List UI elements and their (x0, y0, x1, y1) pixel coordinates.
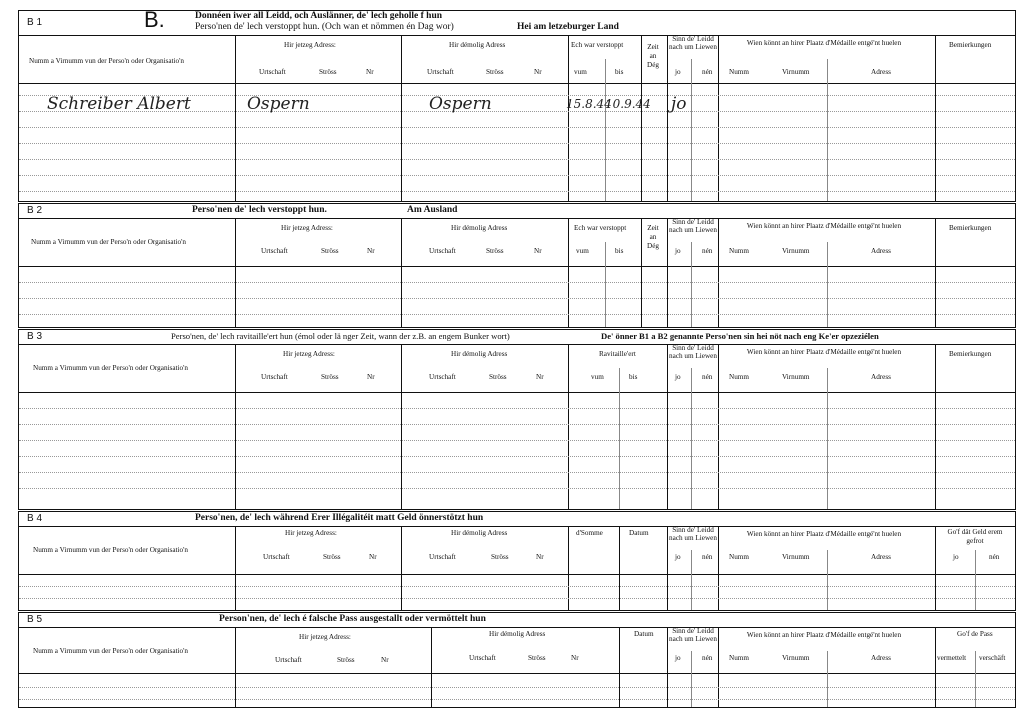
hdr-alive: Sinn de' Leidd nach um Liewen (669, 218, 717, 234)
hdr-alive: Sinn de' Leidd nach um Liewen (669, 35, 717, 51)
hdr-no: nén (702, 553, 713, 561)
section-title-extra: Am Ausland (407, 205, 458, 215)
hdr-name: Numm a Virnumm vun der Perso'n oder Organisatio'n (33, 546, 189, 554)
grid-lines (19, 526, 1015, 610)
section-title-line2: Perso'nen de' lech verstoppt hun. (Och wan et nömmen én Dag wor) (195, 22, 454, 32)
section-code: B 4 (27, 513, 43, 524)
hdr-medal-address: Adress (871, 373, 891, 381)
hdr-yes: jo (675, 68, 681, 76)
hdr-current-nr: Nr (366, 68, 374, 76)
hdr-medal-name: Numm (729, 553, 749, 561)
hdr-current-address: Hir jetzeg Adress: (285, 529, 337, 537)
entry-alive: jo (671, 94, 687, 114)
hdr-current-address: Hir jetzeg Adress: (284, 41, 336, 49)
section-title: Person'nen, de' lech é falsche Pass ausgestallt oder vermöttelt hun (219, 614, 486, 624)
hdr-former-nr: Nr (536, 553, 544, 561)
hdr-no: nén (702, 654, 713, 662)
hdr-alive: Sinn de' Leidd nach um Liewen (669, 526, 717, 542)
hdr-former-street: Ströss (486, 68, 504, 76)
hdr-name: Numm a Virnumm vun der Perso'n oder Organisatio'n (33, 647, 189, 655)
hdr-former-nr: Nr (536, 373, 544, 381)
hdr-medal: Wien könnt an hirer Plaatz d'Médaille entgé'nt huelen (746, 631, 902, 639)
hdr-date: Datum (629, 529, 649, 537)
hdr-medal-first: Virnumm (782, 553, 810, 561)
hdr-alive: Sinn de' Leidd nach um Liewen (669, 344, 717, 360)
section-b3 (18, 329, 1016, 510)
section-b1 (18, 7, 1016, 202)
hdr-to: bis (615, 247, 624, 255)
hdr-current-place: Urtschaft (275, 656, 302, 664)
hdr-medal-address: Adress (871, 654, 891, 662)
hdr-yes: jo (675, 654, 681, 662)
hdr-pass: Go'f de Pass (957, 630, 993, 638)
hdr-current-address: Hir jetzeg Adress: (281, 224, 333, 232)
hdr-current-place: Urtschaft (261, 373, 288, 381)
hdr-supplied: Ravitaille'ert (599, 350, 636, 358)
section-code: B 1 (27, 17, 43, 28)
form-page (18, 7, 1016, 708)
hdr-name: Numm a Virnumm vun der Perso'n oder Organisatio'n (29, 57, 185, 65)
entry-name: Schreiber Albert (47, 94, 191, 114)
hdr-refund-no: nén (989, 553, 1000, 561)
hdr-remarks: Bemierkungen (949, 224, 992, 232)
hdr-no: nén (702, 247, 713, 255)
hdr-medal-address: Adress (871, 247, 891, 255)
hdr-medal-name: Numm (729, 373, 749, 381)
hdr-former-street: Ströss (489, 373, 507, 381)
section-title: Perso'nen, de' lech während Erer Illégalitéit matt Geld önnerstötzt hun (195, 513, 484, 523)
hdr-to: bis (615, 68, 624, 76)
entry-former-place: Ospern (429, 94, 492, 114)
hdr-alive: Sinn de' Leidd nach um Liewen (669, 627, 717, 643)
hdr-medal-name: Numm (729, 654, 749, 662)
hdr-medal-name: Numm (729, 68, 749, 76)
hdr-name: Numm a Virnumm vun der Perso'n oder Organisatio'n (31, 238, 187, 246)
hdr-current-address: Hir jetzeg Adress: (299, 633, 351, 641)
hdr-current-nr: Nr (367, 247, 375, 255)
hdr-former-place: Urtschaft (429, 247, 456, 255)
hdr-medal-first: Virnumm (782, 654, 810, 662)
hdr-former-place: Urtschaft (429, 373, 456, 381)
grid-lines (19, 218, 1015, 327)
hdr-current-address: Hir jetzeg Adress: (283, 350, 335, 358)
hdr-current-place: Urtschaft (261, 247, 288, 255)
hdr-former-street: Ströss (528, 654, 546, 662)
hdr-current-street: Ströss (319, 68, 337, 76)
section-b2 (18, 203, 1016, 328)
hdr-date: Datum (634, 630, 654, 638)
hdr-current-place: Urtschaft (259, 68, 286, 76)
hdr-time: Zeit an Dég (647, 43, 659, 69)
hdr-from: vum (576, 247, 589, 255)
section-title-extra: Hei am letzeburger Land (517, 22, 619, 32)
hdr-from: vum (591, 373, 604, 381)
section-code: B 5 (27, 614, 43, 625)
hdr-former-address: Hir démolig Adress (489, 630, 546, 638)
hdr-medal-address: Adress (871, 68, 891, 76)
hdr-refund: Go'f dät Geld erem gefrot (947, 528, 1003, 545)
hdr-former-place: Urtschaft (469, 654, 496, 662)
hdr-current-street: Ströss (321, 373, 339, 381)
hdr-sum: d'Somme (576, 529, 603, 537)
hdr-medal-first: Virnumm (782, 247, 810, 255)
hdr-former-place: Urtschaft (427, 68, 454, 76)
hdr-former-address: Hir démolig Adress (451, 529, 508, 537)
section-title-line1: Donnéen iwer all Leidd, och Auslänner, de' lech geholle f hun (195, 11, 443, 21)
section-b1-title-bar (19, 7, 1015, 36)
hdr-yes: jo (675, 553, 681, 561)
hdr-former-place: Urtschaft (429, 553, 456, 561)
hdr-name: Numm a Virnumm vun der Perso'n oder Organisatio'n (33, 364, 189, 372)
grid-lines (19, 35, 1015, 201)
hdr-yes: jo (675, 373, 681, 381)
hdr-medal-first: Virnumm (782, 373, 810, 381)
hdr-former-nr: Nr (571, 654, 579, 662)
hdr-hidden: Ech war verstoppt (574, 224, 627, 232)
hdr-no: nén (702, 68, 713, 76)
hdr-mediated: vermettelt (937, 654, 967, 662)
section-code: B 2 (27, 205, 43, 216)
entry-current-place: Ospern (247, 94, 310, 114)
entry-from-date: 15.8.44 (566, 97, 612, 111)
hdr-former-address: Hir démolig Adress (451, 350, 508, 358)
entry-to-date: 10.9.44 (605, 97, 651, 111)
hdr-current-street: Ströss (321, 247, 339, 255)
hdr-medal: Wien könnt an hirer Plaatz d'Médaille entgé'nt huelen (746, 530, 902, 538)
hdr-time: Zeit an Dég (647, 224, 659, 250)
hdr-former-address: Hir démolig Adress (449, 41, 506, 49)
hdr-current-street: Ströss (337, 656, 355, 664)
hdr-medal-address: Adress (871, 553, 891, 561)
hdr-remarks: Bemierkungen (949, 41, 992, 49)
hdr-medal: Wien könnt an hirer Plaatz d'Médaille entgé'nt huelen (746, 222, 902, 230)
section-b3-title-bar (19, 330, 1015, 345)
hdr-from: vum (574, 68, 587, 76)
section-code: B 3 (27, 331, 43, 342)
hdr-current-place: Urtschaft (263, 553, 290, 561)
hdr-refund-yes: jo (953, 553, 959, 561)
hdr-medal: Wien könnt an hirer Plaatz d'Médaille entgé'nt huelen (746, 348, 902, 356)
section-title-extra: De' önner B1 a B2 genannte Perso'nen sin hei nöt nach eng Ke'er opzeziélen (601, 331, 879, 341)
section-b4-title-bar (19, 512, 1015, 527)
section-b2-title-bar (19, 204, 1015, 219)
section-b5 (18, 612, 1016, 708)
hdr-former-street: Ströss (486, 247, 504, 255)
grid-lines (19, 627, 1015, 707)
hdr-to: bis (629, 373, 638, 381)
hdr-current-nr: Nr (369, 553, 377, 561)
hdr-former-nr: Nr (534, 247, 542, 255)
hdr-former-street: Ströss (491, 553, 509, 561)
section-title: Perso'nen de' lech verstoppt hun. (192, 205, 327, 215)
hdr-current-nr: Nr (381, 656, 389, 664)
hdr-medal: Wien könnt an hirer Plaatz d'Médaille entgé'nt huelen (746, 39, 902, 47)
hdr-no: nén (702, 373, 713, 381)
section-b5-title-bar (19, 613, 1015, 628)
hdr-issued: verschäft (979, 654, 1006, 662)
section-title: Perso'nen, de' lech ravitaille'ert hun (émol oder lä nger Zeit, wann der z.B. an engem Bunker wort) (171, 331, 510, 341)
hdr-current-nr: Nr (367, 373, 375, 381)
hdr-medal-name: Numm (729, 247, 749, 255)
section-b4 (18, 511, 1016, 611)
hdr-medal-first: Virnumm (782, 68, 810, 76)
hdr-current-street: Ströss (323, 553, 341, 561)
hdr-remarks: Bemierkungen (949, 350, 992, 358)
hdr-hidden: Ech war verstoppt (571, 41, 624, 49)
grid-lines (19, 344, 1015, 509)
hdr-former-nr: Nr (534, 68, 542, 76)
hdr-yes: jo (675, 247, 681, 255)
form-letter: B. (144, 7, 165, 32)
hdr-former-address: Hir démolig Adress (451, 224, 508, 232)
